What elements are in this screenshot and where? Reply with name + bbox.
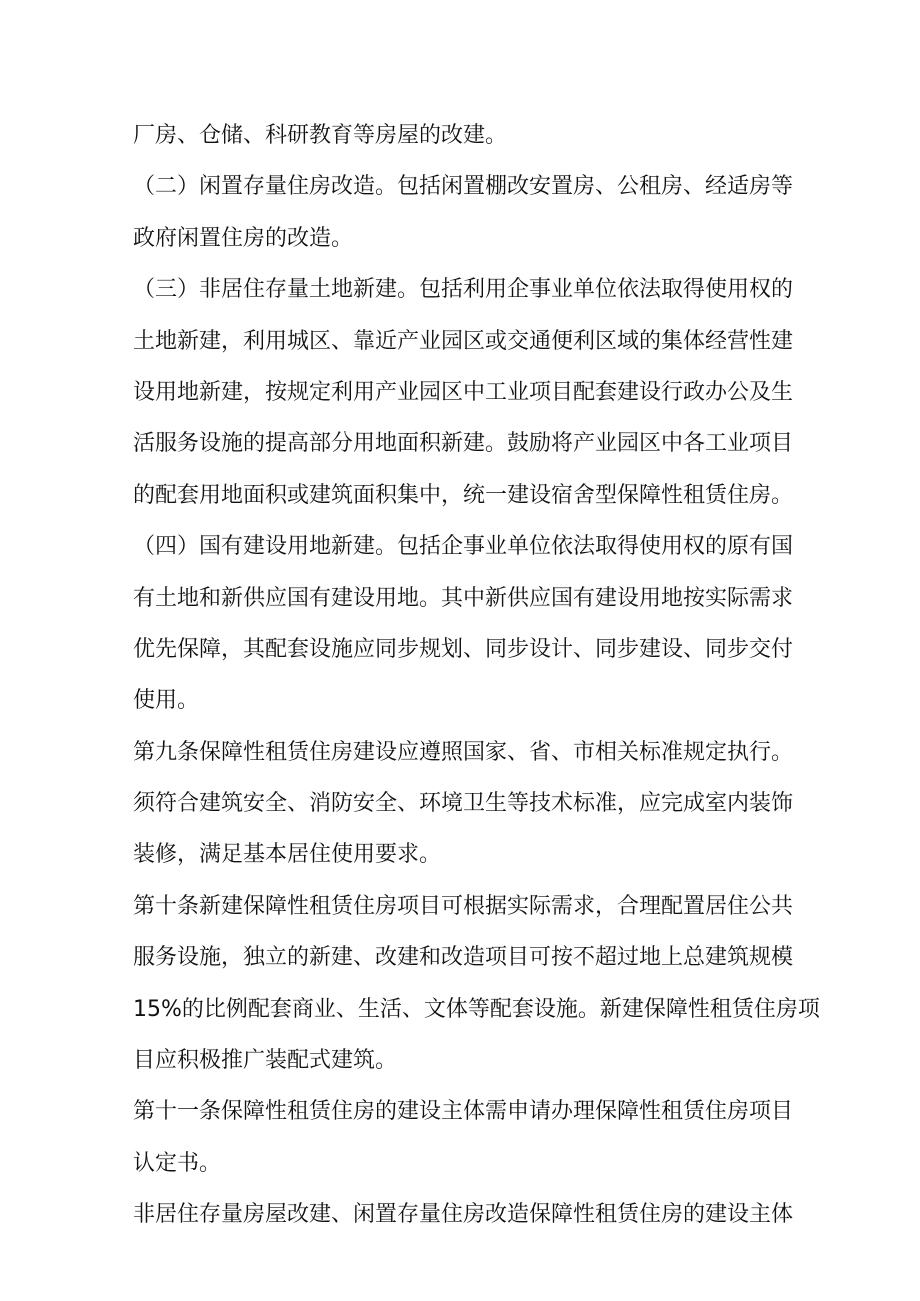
document-body (133, 110, 820, 1241)
text-line-20: 第十一条保障性租赁住房的建设主体需申请办理保障性租赁住房项目 (133, 1099, 794, 1125)
text-line-2: （二）闲置存量住房改造。包括闲置棚改安置房、公租房、经适房等 (133, 174, 794, 200)
text-line-15: 装修，满足基本居住使用要求。 (133, 842, 442, 868)
text-line-13: 第九条保障性租赁住房建设应遵照国家、省、市相关标准规定执行。 (133, 739, 794, 765)
text-line-4: （三）非居住存量土地新建。包括利用企事业单位依法取得使用权的 (133, 277, 794, 303)
text-line-5: 土地新建，利用城区、靠近产业园区或交通便利区域的集体经营性建 (133, 328, 794, 354)
text-line-1: 厂房、仓储、科研教育等房屋的改建。 (133, 123, 508, 148)
text-line-18: 15%的比例配套商业、生活、文体等配套设施。新建保障性租赁住房项 (133, 996, 820, 1022)
text-line-12: 使用。 (133, 688, 200, 714)
text-line-17: 服务设施，独立的新建、改建和改造项目可按不超过地上总建筑规模 (133, 945, 794, 971)
text-line-11: 优先保障，其配套设施应同步规划、同步设计、同步建设、同步交付 (133, 636, 794, 662)
text-line-7: 活服务设施的提高部分用地面积新建。鼓励将产业园区中各工业项目 (133, 431, 794, 457)
text-line-8: 的配套用地面积或建筑面积集中，统一建设宿舍型保障性租赁住房。 (133, 482, 794, 508)
text-line-6: 设用地新建，按规定利用产业园区中工业项目配套建设行政办公及生 (133, 379, 794, 405)
text-line-3: 政府闲置住房的改造。 (133, 225, 354, 251)
text-line-16: 第十条新建保障性租赁住房项目可根据实际需求，合理配置居住公共 (133, 893, 794, 919)
text-line-10: 有土地和新供应国有建设用地。其中新供应国有建设用地按实际需求 (133, 585, 794, 611)
text-line-9: （四）国有建设用地新建。包括企事业单位依法取得使用权的原有国 (133, 534, 794, 560)
text-line-19: 目应积极推广装配式建筑。 (133, 1048, 398, 1074)
text-line-22: 非居住存量房屋改建、闲置存量住房改造保障性租赁住房的建设主体 (133, 1202, 794, 1228)
text-line-14: 须符合建筑安全、消防安全、环境卫生等技术标准，应完成室内装饰 (133, 791, 794, 817)
text-line-21: 认定书。 (133, 1150, 222, 1176)
